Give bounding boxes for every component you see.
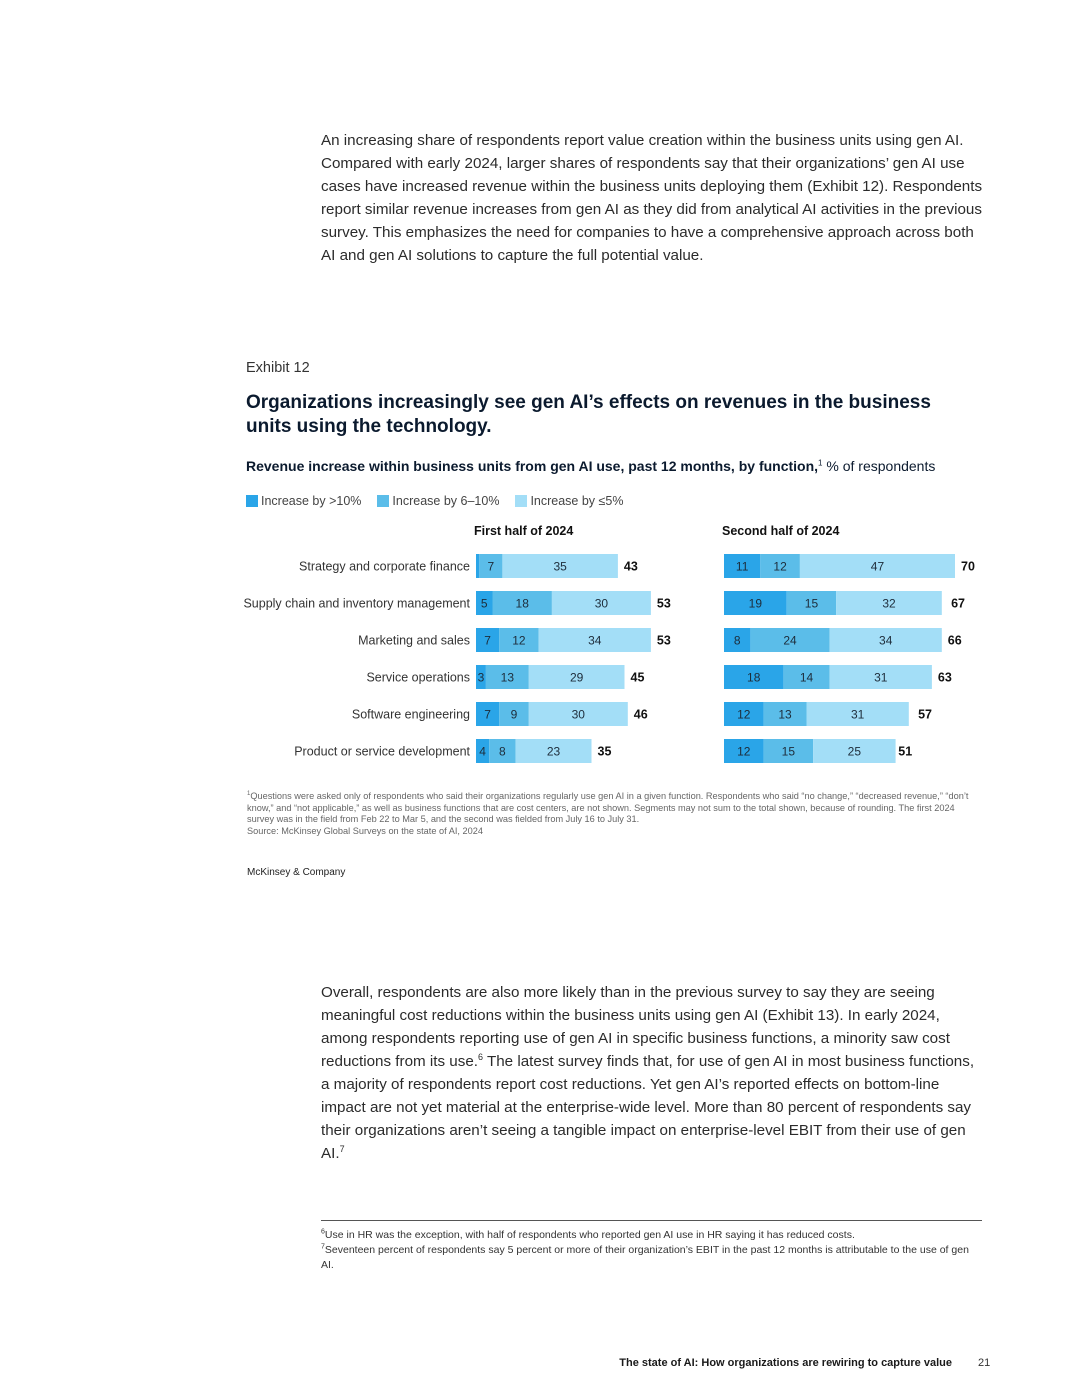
chart-legend: [246, 494, 623, 508]
endnote-6-mark: 6: [321, 1228, 325, 1236]
segment-value-label: 29: [569, 670, 584, 685]
bar-total-label: 66: [947, 633, 962, 648]
segment-value-label: 15: [781, 744, 796, 759]
panel-title: Second half of 2024: [722, 524, 840, 538]
segment-value-label: 12: [512, 633, 526, 648]
bar-total-label: 43: [623, 559, 638, 574]
segment-value-label: 18: [515, 596, 529, 611]
legend-swatch-gt10: [246, 495, 258, 507]
segment-value-label: 14: [799, 670, 814, 685]
category-label: Strategy and corporate finance: [299, 559, 470, 574]
exhibit-title: Organizations increasingly see gen AI’s effects on revenues in the business units using the technology.: [246, 392, 931, 437]
segment-value-label: 18: [747, 670, 761, 685]
segment-value-label: 23: [546, 744, 561, 759]
bar-total-label: 53: [656, 633, 671, 648]
footer-report-title: The state of AI: How organizations are rewiring to capture value: [619, 1357, 952, 1369]
segment-value-label: 7: [484, 707, 491, 722]
endnote-6-text: Use in HR was the exception, with half of respondents who reported gen AI use in HR saying it has reduced costs.: [324, 1229, 855, 1241]
segment-value-label: 35: [553, 559, 567, 574]
outro-text-part2: The latest survey finds that, for use of gen AI in most business functions, a majority of respondents report cost reductions. Yet gen AI’s reported effects on bottom-line impact are not yet material at the enterprise-wide level. More than 80 percent of respondents say their organizations aren’t seeing a tangible impact on enterprise-level EBIT from their use of gen AI.: [321, 1053, 975, 1162]
legend-swatch-6to10: [377, 495, 389, 507]
segment-value-label: 32: [882, 596, 896, 611]
endnote-7: [321, 1243, 981, 1273]
segment-value-label: 4: [479, 744, 486, 759]
footnote-text: Questions were asked only of respondents who said their organizations regularly use gen AI in a given function. Respondents who said “no change,” “decreased revenue,” “don’t know,” and “not applicable,” as well as business functions that are cost centers, are not shown. Segments may not sum to the total shown, because of rounding. The first 2024 survey was in the field from Feb 22 to Mar 5, and the second was fielded from July 16 to July 31.: [247, 791, 969, 824]
segment-value-label: 12: [737, 707, 751, 722]
category-label: Product or service development: [294, 744, 470, 759]
endnote-7-text: Seventeen percent of respondents say 5 percent or more of their organization’s EBIT in the past 12 months is attributable to the use of gen AI.: [321, 1244, 969, 1271]
segment-value-label: 12: [737, 744, 751, 759]
bar-total-label: 57: [918, 707, 933, 722]
footnote-mark: 1: [247, 790, 251, 797]
segment-value-label: 7: [484, 633, 491, 648]
footnote-ref-7[interactable]: 7: [339, 1143, 345, 1154]
bar-total-label: 70: [961, 559, 975, 574]
chart-footnote: [247, 791, 969, 837]
segment-value-label: 11: [735, 559, 749, 574]
segment-value-label: 9: [510, 707, 518, 722]
segment-value-label: 3: [477, 670, 485, 685]
segment-value-label: 7: [487, 559, 495, 574]
legend-item-gt10: [246, 494, 361, 508]
segment-value-label: 8: [733, 633, 741, 648]
segment-value-label: 8: [499, 744, 506, 759]
segment-value-label: 31: [850, 707, 865, 722]
segment-value-label: 34: [588, 633, 602, 648]
category-label: Marketing and sales: [358, 633, 470, 648]
segment-value-label: 13: [778, 707, 792, 722]
bar-total-label: 35: [597, 744, 612, 759]
legend-swatch-le5: [515, 495, 527, 507]
segment-value-label: 25: [847, 744, 862, 759]
segment-value-label: 31: [874, 670, 888, 685]
category-label: Supply chain and inventory management: [243, 596, 470, 611]
segment-value-label: 19: [748, 596, 763, 611]
stacked-bar-chart: [0, 515, 1080, 780]
segment-value-label: 13: [500, 670, 515, 685]
legend-label-le5: Increase by ≤5%: [530, 494, 624, 508]
panel-title: First half of 2024: [474, 524, 574, 538]
bar-total-label: 63: [937, 670, 952, 685]
bar-total-label: 67: [951, 596, 966, 611]
brand-name: McKinsey & Company: [247, 867, 346, 878]
bar-segment-gt10: [476, 554, 479, 578]
segment-value-label: 47: [870, 559, 885, 574]
chart-subtitle: [246, 458, 935, 474]
bar-total-label: 46: [633, 707, 648, 722]
chart-subtitle-unit: % of respondents: [822, 458, 936, 474]
outro-text-part1: Overall, respondents are also more likely than in the previous survey to say they are seeing meaningful cost reductions within the business units using gen AI (Exhibit 13). In early 2024, among respondents reporting use of gen AI in specific business functions, a minority saw cost reductions from its use.: [321, 984, 950, 1070]
category-label: Software engineering: [351, 707, 470, 722]
endnote-6: [321, 1228, 981, 1243]
intro-paragraph: An increasing share of respondents report value creation within the business units using gen AI. Compared with early 2024, larger shares of respondents say that their organizations’ gen AI use cases have increased revenue within the business units deploying them (Exhibit 12). Respondents report similar revenue increases from gen AI as they did from analytical AI activities in the previous survey. This emphasizes the need for companies to have a comprehensive approach across both AI and gen AI solutions to capture the full potential value.: [321, 132, 983, 264]
bar-total-label: 45: [630, 670, 645, 685]
category-label: Service operations: [366, 670, 470, 685]
segment-value-label: 24: [783, 633, 797, 648]
segment-value-label: 34: [879, 633, 893, 648]
legend-item-le5: [515, 494, 623, 508]
source-text: Source: McKinsey Global Surveys on the state of AI, 2024: [247, 825, 483, 836]
bar-total-label: 53: [656, 596, 671, 611]
exhibit-label: Exhibit 12: [246, 360, 310, 376]
legend-label-gt10: Increase by >10%: [261, 494, 362, 508]
chart-subtitle-bold: Revenue increase within business units from gen AI use, past 12 months, by function,: [246, 458, 819, 474]
segment-value-label: 12: [773, 559, 787, 574]
bar-total-label: 51: [898, 744, 913, 759]
endnote-7-mark: 7: [321, 1243, 325, 1251]
segment-value-label: 5: [480, 596, 488, 611]
outro-paragraph: [321, 981, 986, 1165]
page-number: 21: [978, 1357, 991, 1369]
segment-value-label: 30: [594, 596, 609, 611]
notes-divider: [321, 1220, 982, 1221]
legend-item-6to10: [377, 494, 499, 508]
chart-subtitle-footnote-mark: 1: [818, 458, 823, 468]
segment-value-label: 30: [571, 707, 585, 722]
legend-label-6to10: Increase by 6–10%: [392, 494, 500, 508]
footnote-ref-6[interactable]: 6: [478, 1051, 484, 1062]
segment-value-label: 15: [804, 596, 819, 611]
